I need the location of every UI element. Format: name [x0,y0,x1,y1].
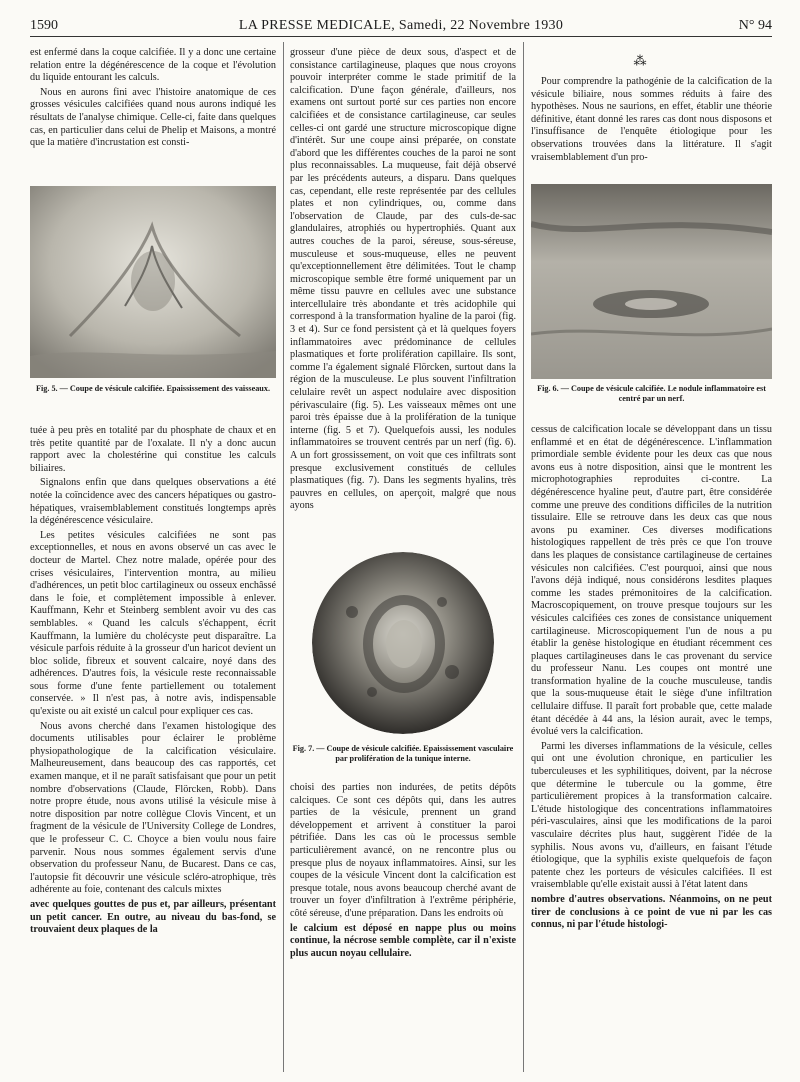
paragraph: Pour comprendre la pathogénie de la calcification de la vésicule biliaire, nous sommes réduits à faire des hypothèses. Nous ne saurions, en effet, établir une théorie définitive, étant donné les rares cas dont nous disposons et l'insuffisance de l'enquête étiologique pour les observations trouvées dans la littérature. Il s'agit vraisemblablement d'un pro- [531,76,772,163]
paragraph: choisi des parties non indurées, de petits dépôts calciques. Ce sont ces dépôts qui, dans les autres parties de la vésicule, prennent un grand développement et arrivent à constituer la paroi pétrifiée. Dans les cas où le processus semble particulièrement avancé, on ne rencontre plus ou presque plus de noyaux inflammatoires. Ainsi, sur les coupes de la vésicule Vincent dont la calcification est presque totale, nous avons beaucoup cherché avant de trouver un foyer d'infiltration à l'extrême périphérie, côté séreuse, d'une préparation. Dans les endroits où [290,782,516,919]
column-2-top [290,47,516,547]
figure-6-caption: Fig. 6. — Coupe de vésicule calcifiée. Le nodule inflammatoire est centré par un nerf. [537,384,766,403]
paragraph: avec quelques gouttes de pus et, par ailleurs, présentant un petit cancer. En outre, au niveau du bas-fond, se trouvaient deux plaques de la [30,898,276,936]
column-1-bottom [30,425,276,1070]
column-3-bottom [531,424,772,1072]
column-3-top [531,76,772,176]
paragraph: Nous avons cherché dans l'examen histologique des documents utilisables pour éclairer le problème physiopathologique de la calcification vésiculaire. Malheureusement, dans beaucoup des cas rapportés, cet examen manque, et il ne paraît satisfaisant que pour un petit nombre d'observations (Claude, Flörcken, Robb). Dans notre propre étude, nous avons utilisé la vésicule mise à notre disposition par notre collègue Clovis Vincent, et un fragment de la vésicule de l'University College de Londres, que le professeur C. C. Choyce a bien voulu nous faire parvenir. Nous nous sommes également servis d'une observation du professeur Nanu, de Bucarest. Dans ce cas, l'autopsie fit découvrir une vésicule scléro-atrophique, très adhérente au foie, contenant des calculs mixtes [30,720,276,896]
issue-number: N° 94 [738,18,772,33]
figure-6-photo [531,184,772,379]
figure-5-photo [30,186,276,378]
paragraph: est enfermé dans la coque calcifiée. Il y a donc une certaine relation entre la dégénérescence de la coque et l'évolution du liquide entourant les calculs. [30,47,276,84]
figure-5-caption: Fig. 5. — Coupe de vésicule calcifiée. Epaississement des vaisseaux. [35,384,270,393]
column-rule [523,42,524,1072]
column-1-top [30,47,276,173]
page-header [30,14,772,37]
paragraph: Nous en aurons fini avec l'histoire anatomique de ces grosses vésicules calcifiées quand nous aurons indiqué les résultats de l'analyse chimique. Celle-ci, faite dans quelques cas, en particulier dans celui de Phelip et Maisons, a montré que la matière d'incrustation est consti- [30,86,276,149]
column-rule [283,42,284,1072]
paragraph: tuée à peu près en totalité par du phosphate de chaux et en très petite quantité par de l'oxalate. Il n'y a donc aucun rapport avec la cholestérine qui constitue les calculs biliaires. [30,425,276,474]
paragraph: Les petites vésicules calcifiées ne sont pas exceptionnelles, et nous en avons observé un cas avec le docteur de Martel. Chez notre malade, opérée pour des crises vésiculaires, l'intervention montra, au milieu d'adhérences, un petit bloc cartilagineux ou osseux enchâssé dans le foie, et complètement impossible à enlever. Kauffmann, Kehr et Steinberg semblent avoir vu des cas semblables. « Quand les calculs s'échappent, écrit Kauffmann, la lumière du cholécyste peut disparaître. La vésicule parfois réduite à la grosseur d'un haricot devient un bloc solide, fibreux et souvent calcaire, noyé dans des adhérences. D'autres fois, la vésicule reste reconnaissable sous forme d'une fente partiellement ou totalement conservée. » Il n'est pas, à notre avis, indispensable qu'existe ou ait existé un calcul pour expliquer ces cas. [30,529,276,718]
figure-5 [30,186,276,421]
journal-title: LA PRESSE MEDICALE, Samedi, 22 Novembre 1930 [238,18,564,33]
page-number: 1590 [30,18,58,33]
figure-6 [531,184,772,419]
paragraph: grosseur d'une pièce de deux sous, d'aspect et de consistance cartilagineuse, plaques que nous croyons pouvoir interpréter comme le stade primitif de la calcification. D'une façon générale, d'ailleurs, nos examens ont surtout porté sur ces parties non encore calcifiées et de consistance cartilagineuse, car seules celles-ci ont gardé une structure microscopique digne d'intérêt. Sur une coupe ainsi préparée, on constate d'abord que les différentes couches de la paroi ne sont plus reconnaissables. La muqueuse, fait déjà observé par les précédents auteurs, a disparu. Dans quelques cas, cependant, elle reste représentée par des cellules plates et non cylindriques, ou, comme dans l'observation de Claude, par des culs-de-sac glandulaires, atrophiés ou hypertrophiés. Quant aux autres couches de la paroi, séreuse, sous-séreuse, musculeuse et sous-muqueuse, elles ne peuvent qu'exceptionnellement être délimitées. Tout le champ microscopique semble être formé uniquement par un même tissu pauvre en cellules avec une substance intercellulaire très abondante et très acidophile qui correspond à la transformation hyaline de la paroi (fig. 3 et 4). Sur ce fond persistent çà et là quelques foyers inflammatoires avec prédominance de cellules plasmatiques et forte prolifération capillaire. Ils sont, comme l'a également signalé Flörcken, surtout dans la région de la musculeuse. Le plus souvent l'infiltration celulaire revêt un aspect nodulaire avec disposition périvasculaire (fig. 5). Les vaisseaux mêmes ont une paroi très épaisse due à la prolifération de la tunique interne (fig. 5 et 7). Quelquefois aussi, les nodules inflammatoires se trouvent centrés par un nerf (fig. 6). A un fort grossissement, on voit que ces infiltrats sont presque exclusivement constitués de cellules plasmatiques (fig. 7). Dans les segments hyalins, très pauvres en cellules, on aperçoit, malgré que nous ayons [290,47,516,512]
paragraph: le calcium est déposé en nappe plus ou moins continue, la nécrose semble complète, car il n'existe plus aucun noyau cellulaire. [290,922,516,959]
figure-7 [290,552,516,782]
column-2-bottom [290,782,516,1072]
paragraph: Signalons enfin que dans quelques observations a été notée la coïncidence avec des cancers hépatiques ou gastro-hépatiques, vraisemblablement constitués longtemps après la dégénérescence vésiculaire. [30,477,276,527]
paragraph: cessus de calcification locale se développant dans un tissu enflammé et en état de dégénérescence. L'inflammation primordiale semble évidente pour les deux cas que nous avons eus à notre disposition, ainsi que le montrent les microphotographies reproduites ci-contre. La dégénérescence hyaline peut, d'autre part, être considérée comme une preuve des conditions difficiles de la nutrition tissulaire. Elle se retrouve dans les deux cas que nous avons pu examiner. Ces diverses modifications histologiques rappellent de très près ce que l'on trouve dans les plaques de consistance cartilagineuse de certaines vésicules non calcifiées. C'est pourquoi, ainsi que nous l'avons déjà indiqué, nous considérons lesdites plaques comme les stades prémonitoires de la calcification. Macroscopiquement, on trouve presque toujours sur les vésicules calcifiées ces zones de consistance uniquement cartilagineuse. Microscopiquement l'un de nous a pu établir la genèse histologique en étudiant récemment ces plaques cartilagineuses dans le cas provenant du service du professeur Nanu. Les coupes ont montré une transformation hyaline de la couche musculeuse, tandis que la sous-muqueuse était le siège d'une infiltration cellulaire diffuse. Il paraît fort probable que, cette malade étant décédée à 44 ans, la lésion aurait, avec le temps, évolué vers la calcification. [531,424,772,738]
paragraph: nombre d'autres observations. Néanmoins, on ne peut tirer de conclusions à ce point de vue ni par les cas connus, ni par l'étude histologi- [531,893,772,931]
section-separator-stars: ⁂ [633,53,647,68]
paragraph: Parmi les diverses inflammations de la vésicule, celles qui ont une évolution chronique, en particulier les tuberculeuses et les syphilitiques, doivent, par la nécrose que détermine le tubercule ou la gomme, être particulièrement propices à la transformation calcaire. L'étude histologique des concentrations inflammatoires péri-vasculaires, ainsi que les modifications de la paroi vasculaire décrites plus haut, suggèrent l'idée de la syphilis. Nous avons vu, d'ailleurs, en faisant l'étude étiologique, que la syphilis existe quelquefois de façon patente chez les porteurs de vésicules calcifiées. Il est vraisemblable qu'elle existait aussi à l'état latent dans [531,740,772,891]
figure-7-photo [312,552,494,734]
figure-7-caption: Fig. 7. — Coupe de vésicule calcifiée. Epaississement vasculaire par prolifération de la tunique interne. [292,744,514,763]
